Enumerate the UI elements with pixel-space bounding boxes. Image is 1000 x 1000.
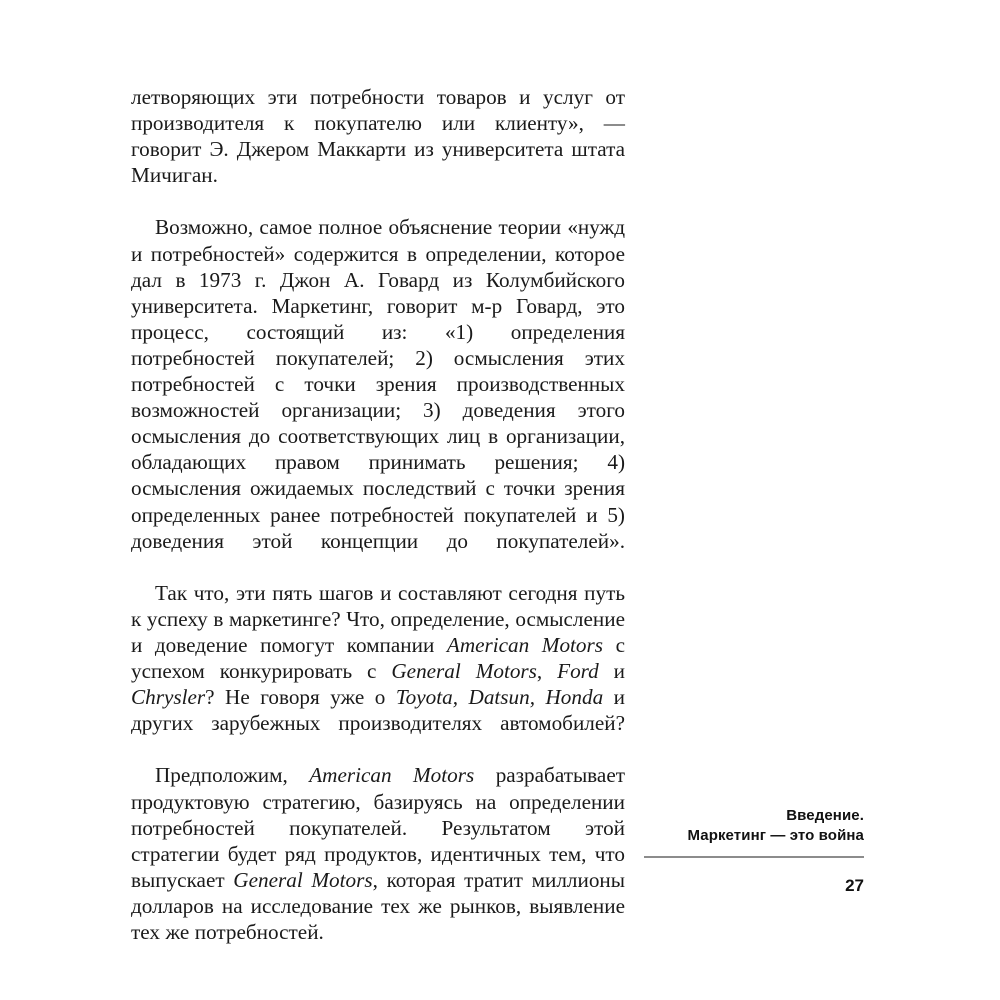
brand-name: General Motors (233, 867, 373, 892)
folio-divider-rule (644, 856, 864, 858)
text-run: ? Не говоря уже о (205, 685, 396, 710)
text-run: летворяющих эти потребности товаров и услуг от производителя к покупателю или клиенту», — говорит Э. Джером Маккарти из университета штата Мичиган. (131, 85, 625, 188)
paragraph (131, 762, 625, 945)
brand-name: American Motors (309, 763, 475, 788)
body-text-column (131, 84, 625, 945)
brand-name: Ford (557, 659, 599, 684)
paragraph (131, 84, 625, 214)
text-run: с успехом конкурировать с (131, 632, 625, 684)
brand-name: Toyota, Datsun, Honda (395, 685, 604, 710)
text-run: Возможно, самое полное объяснение теории «нужд и потребностей» содержится в определении, которое дал в 1973 г. Джон А. Говард из Колумбийского университета. Маркетинг, говорит м-р Говард, это процесс, состоящий из: «1) определения потребностей покупателей; 2) осмысления этих потребностей с точки зрения производственных возможностей организации; 3) доведения этого осмысления до соответствующих лиц в организации, обладающих правом принимать решения; 4) осмысления ожидаемых последствий с точки зрения определенных ранее потребностей покупателей и 5) доведения этой концепции до покупателей». (131, 215, 625, 553)
text-run: разрабатывает продуктовую стратегию, базируясь на определении потребностей покупателей. Результатом этой стратегии будет ряд продуктов, идентичных тем, что выпускает (131, 763, 625, 892)
brand-name: American Motors (446, 632, 604, 657)
text-run: и (598, 659, 625, 684)
folio-block (644, 806, 864, 896)
running-head (644, 806, 864, 846)
text-run: Предположим, (155, 763, 310, 788)
text-run: , которая тратит миллионы долларов на исследование тех же рынков, выявление тех же потребностей. (131, 867, 626, 944)
brand-name: General Motors (391, 659, 537, 684)
page-number: 27 (845, 876, 864, 895)
paragraph (131, 214, 625, 579)
text-run: Так что, эти пять шагов и составляют сегодня путь к успеху в маркетинге? Что, определение, осмысление и доведение помогут компании (131, 580, 625, 657)
brand-name: Chrysler (131, 685, 206, 710)
running-head-line-2: Маркетинг — это война (687, 827, 864, 844)
paragraph (131, 580, 625, 763)
running-head-line-1: Введение. (786, 807, 864, 824)
text-run: и других зарубежных производителях автомобилей? (131, 685, 625, 736)
text-run: , (536, 659, 558, 684)
